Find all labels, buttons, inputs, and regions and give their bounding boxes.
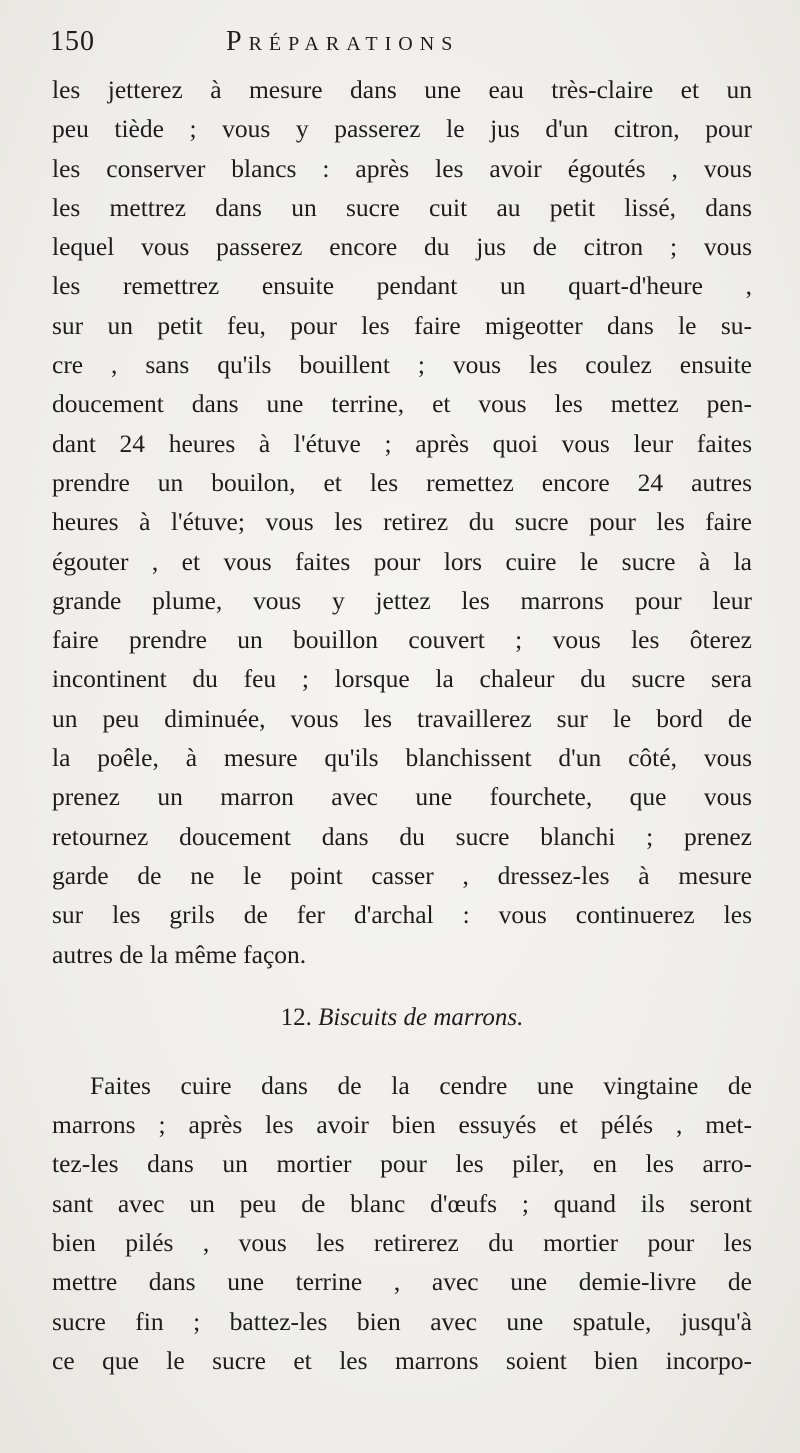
text-line: Faites cuire dans de la cendre une vingtaine de: [90, 1070, 752, 1100]
paragraph-1: [52, 70, 752, 974]
text-line: lequel vous passerez encore du jus de citron ; vous: [52, 232, 752, 262]
text-line: retournez doucement dans du sucre blanchi ; prenez: [52, 821, 752, 851]
section-heading: [52, 988, 752, 1048]
text-line: prenez un marron avec une fourchete, que vous: [52, 782, 752, 812]
text-line: sur les grils de fer d'archal : vous continuerez les: [52, 900, 752, 930]
text-line: égouter , et vous faites pour lors cuire le sucre à la: [52, 546, 752, 576]
text-line: la poêle, à mesure qu'ils blanchissent d'un côté, vous: [52, 743, 752, 773]
text-line: dant 24 heures à l'étuve ; après quoi vous leur faites: [52, 428, 752, 458]
text-line: les mettrez dans un sucre cuit au petit lissé, dans: [52, 192, 752, 222]
page-header: [50, 26, 750, 66]
text-line: faire prendre un bouillon couvert ; vous les ôterez: [52, 625, 752, 655]
text-line: incontinent du feu ; lorsque la chaleur du sucre sera: [52, 664, 752, 694]
running-title: Préparations: [226, 26, 460, 57]
text-line: prendre un bouilon, et les remettez encore 24 autres: [52, 467, 752, 497]
text-line: bien pilés , vous les retirerez du mortier pour les: [52, 1228, 752, 1258]
text-line: les remettrez ensuite pendant un quart-d'heure ,: [52, 271, 752, 301]
text-line: les jetterez à mesure dans une eau très-claire et un: [52, 75, 752, 104]
section-title: Biscuits de marrons.: [318, 1003, 524, 1031]
body-text: [52, 70, 752, 1380]
text-line: cre , sans qu'ils bouillent ; vous les coulez ensuite: [52, 350, 752, 380]
text-line: peu tiède ; vous y passerez le jus d'un citron, pour: [52, 114, 752, 144]
text-line: un peu diminuée, vous les travaillerez sur le bord de: [52, 703, 752, 733]
text-line: tez-les dans un mortier pour les piler, en les arro-: [52, 1149, 752, 1179]
text-line: doucement dans une terrine, et vous les mettez pen-: [52, 389, 752, 419]
page-number: 150: [50, 26, 95, 57]
text-line: sur un petit feu, pour les faire migeotter dans le su-: [52, 310, 752, 340]
text-line: autres de la même façon.: [52, 939, 307, 969]
text-line: sant avec un peu de blanc d'œufs ; quand ils seront: [52, 1188, 752, 1218]
text-line: heures à l'étuve; vous les retirez du sucre pour les faire: [52, 507, 752, 537]
text-line: garde de ne le point casser , dressez-les à mesure: [52, 860, 752, 890]
text-line: les conserver blancs : après les avoir égoutés , vous: [52, 153, 752, 183]
text-line: mettre dans une terrine , avec une demie-livre de: [52, 1267, 752, 1297]
paragraph-2: [52, 1066, 752, 1380]
text-line: sucre fin ; battez-les bien avec une spatule, jusqu'à: [52, 1306, 752, 1336]
text-line: marrons ; après les avoir bien essuyés et pélés , met-: [52, 1110, 752, 1140]
text-line: ce que le sucre et les marrons soient bien incorpo-: [52, 1345, 752, 1375]
section-number: 12.: [280, 1003, 312, 1031]
text-line: grande plume, vous y jettez les marrons pour leur: [52, 585, 752, 615]
